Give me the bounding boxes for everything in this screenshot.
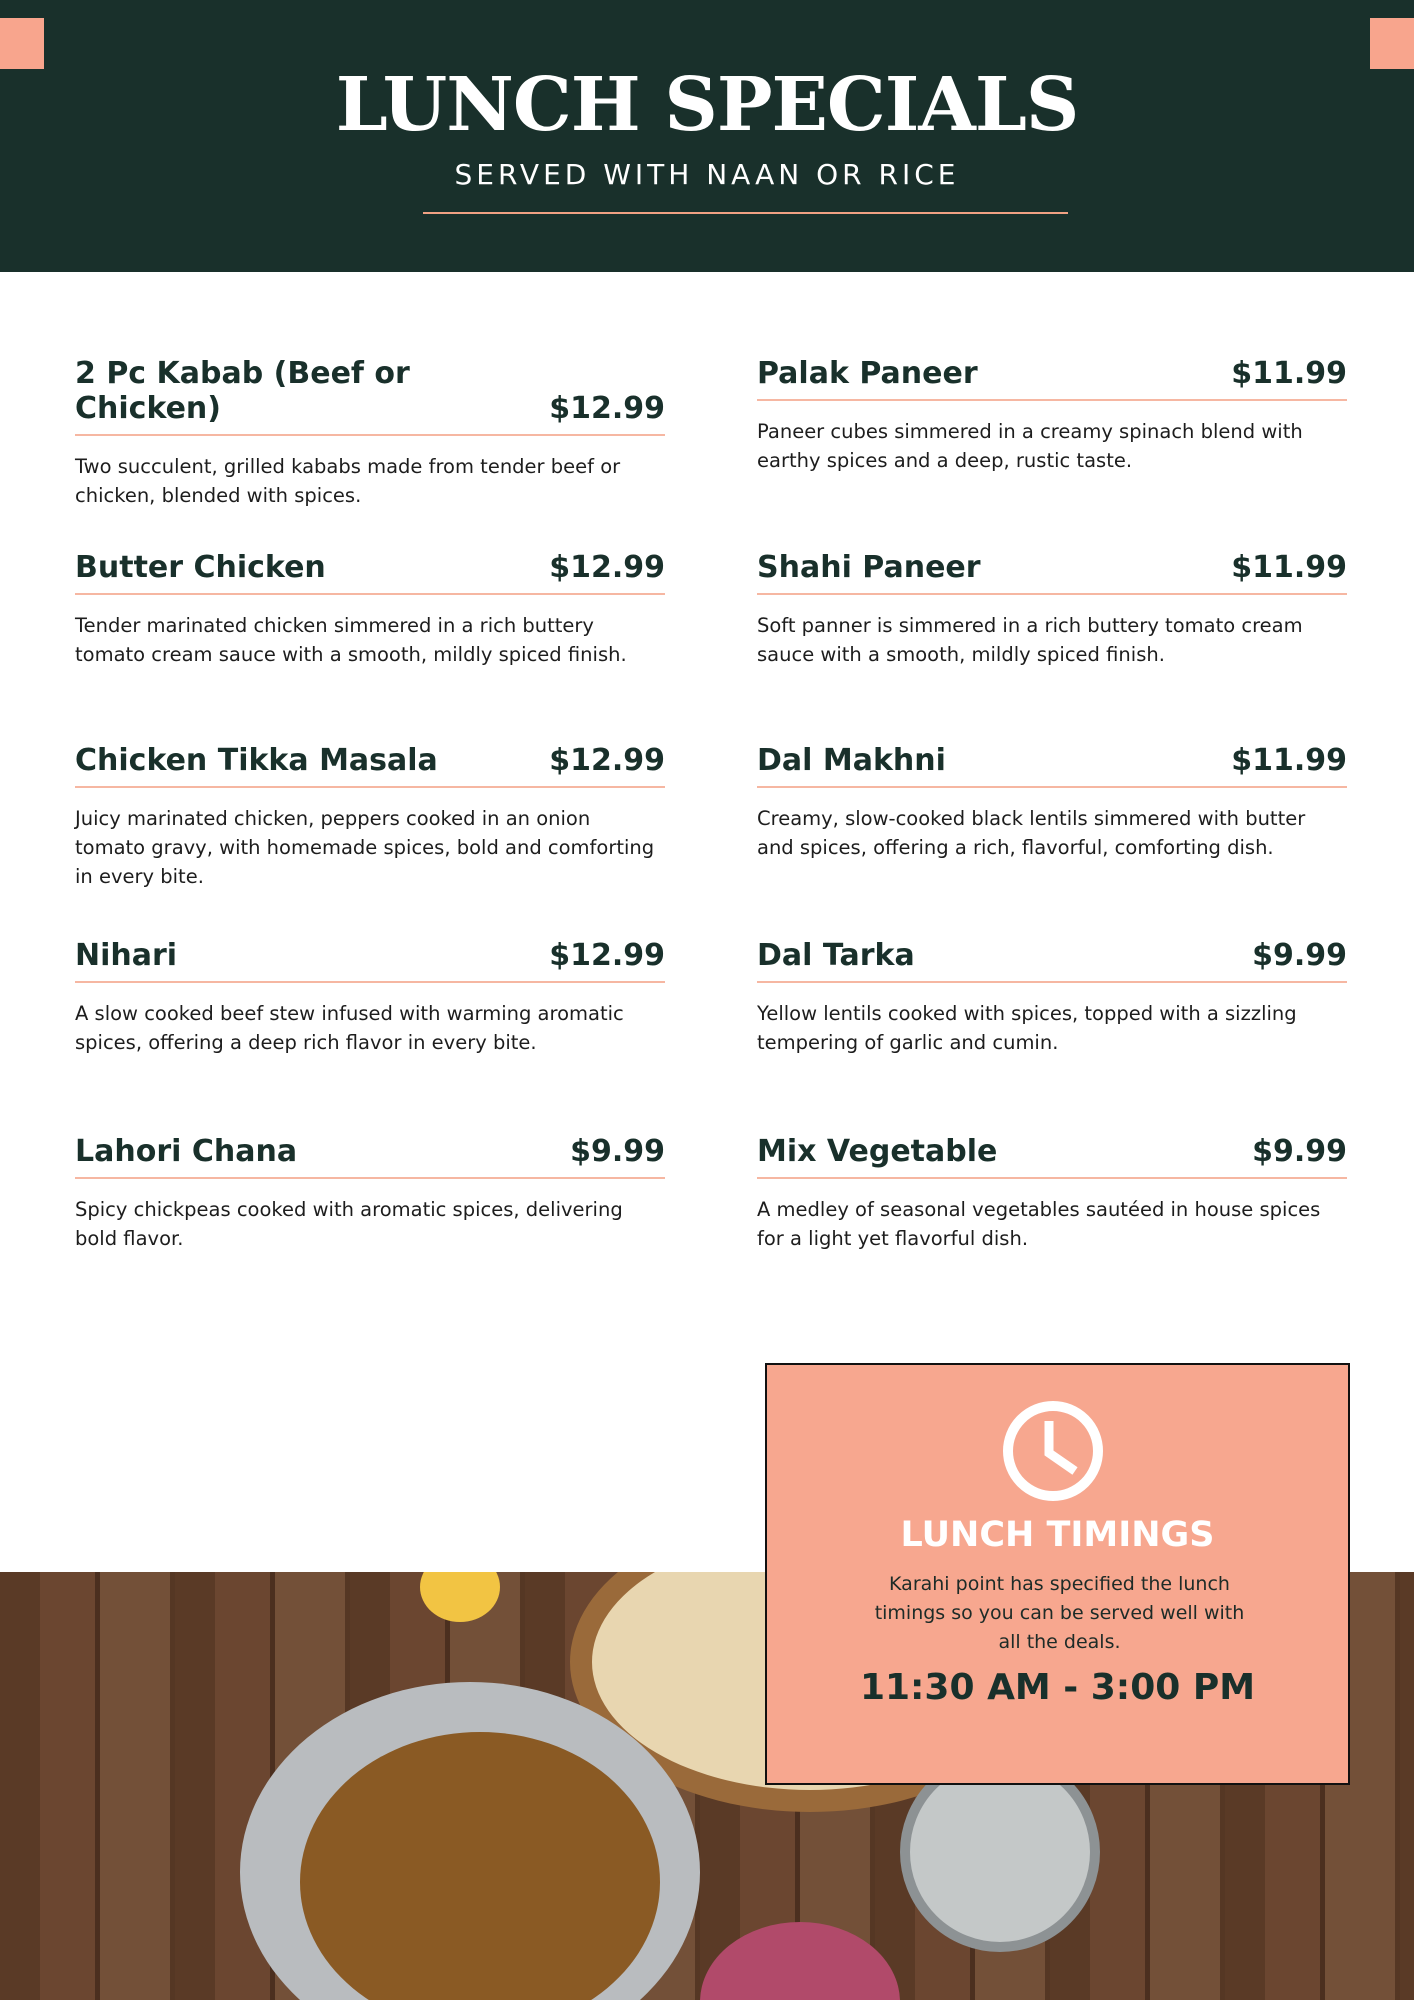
menu-item-header bbox=[75, 1134, 665, 1179]
menu-item-header bbox=[75, 356, 665, 436]
item-price: $12.99 bbox=[549, 938, 665, 973]
menu-item-header bbox=[75, 938, 665, 983]
menu-item-header bbox=[757, 1134, 1347, 1179]
lemon-slice bbox=[420, 1572, 500, 1622]
clock-icon bbox=[1001, 1399, 1105, 1503]
menu-item bbox=[75, 1134, 665, 1253]
menu-item bbox=[757, 550, 1347, 669]
menu-item-header bbox=[75, 550, 665, 595]
item-name: Dal Makhni bbox=[757, 743, 946, 778]
onion-bowl bbox=[700, 1922, 900, 2000]
header bbox=[0, 0, 1414, 272]
item-name: Butter Chicken bbox=[75, 550, 326, 585]
menu-item bbox=[757, 356, 1347, 475]
menu-item-header bbox=[75, 743, 665, 788]
item-name: Nihari bbox=[75, 938, 178, 973]
menu-item-header bbox=[757, 356, 1347, 401]
page-subtitle: SERVED WITH NAAN OR RICE bbox=[454, 158, 960, 191]
timings-title: LUNCH TIMINGS bbox=[900, 1515, 1215, 1555]
item-description: Paneer cubes simmered in a creamy spinach blend with earthy spices and a deep, rustic taste. bbox=[757, 420, 1303, 472]
item-price: $11.99 bbox=[1231, 743, 1347, 778]
menu-item-header bbox=[757, 938, 1347, 983]
menu-item bbox=[757, 1134, 1347, 1253]
item-description: A medley of seasonal vegetables sautéed in house spices for a light yet flavorful dish. bbox=[757, 1198, 1321, 1250]
item-description: Juicy marinated chicken, peppers cooked in an onion tomato gravy, with homemade spices, bold and comforting in every bite. bbox=[75, 807, 655, 888]
item-description: Soft panner is simmered in a rich buttery tomato cream sauce with a smooth, mildly spiced finish. bbox=[757, 614, 1303, 666]
item-name: Dal Tarka bbox=[757, 938, 915, 973]
lunch-timings-card bbox=[765, 1363, 1350, 1785]
item-price: $12.99 bbox=[549, 391, 665, 426]
item-name: 2 Pc Kabab (Beef or Chicken) bbox=[75, 356, 410, 426]
item-description: A slow cooked beef stew infused with warming aromatic spices, offering a deep rich flavor in every bite. bbox=[75, 1002, 624, 1054]
item-description: Two succulent, grilled kababs made from tender beef or chicken, blended with spices. bbox=[75, 455, 621, 507]
divider bbox=[423, 212, 1068, 214]
timings-description: Karahi point has specified the lunch timings so you can be served well with all the deals. bbox=[874, 1573, 1245, 1653]
menu-item bbox=[757, 743, 1347, 862]
item-name: Lahori Chana bbox=[75, 1134, 298, 1169]
item-price: $12.99 bbox=[549, 550, 665, 585]
item-description: Yellow lentils cooked with spices, topped with a sizzling tempering of garlic and cumin. bbox=[757, 1002, 1297, 1054]
item-price: $11.99 bbox=[1231, 550, 1347, 585]
item-name: Chicken Tikka Masala bbox=[75, 743, 438, 778]
page-title: LUNCH SPECIALS bbox=[335, 62, 1079, 148]
menu-item bbox=[75, 356, 665, 510]
menu-item-header bbox=[757, 743, 1347, 788]
item-price: $11.99 bbox=[1231, 356, 1347, 391]
item-description: Tender marinated chicken simmered in a rich buttery tomato cream sauce with a smooth, mildly spiced finish. bbox=[75, 614, 627, 666]
item-price: $9.99 bbox=[570, 1134, 665, 1169]
item-description: Creamy, slow-cooked black lentils simmered with butter and spices, offering a rich, flavorful, comforting dish. bbox=[757, 807, 1306, 859]
item-description: Spicy chickpeas cooked with aromatic spices, delivering bold flavor. bbox=[75, 1198, 623, 1250]
menu-item bbox=[75, 743, 665, 891]
item-name: Shahi Paneer bbox=[757, 550, 981, 585]
menu-item bbox=[757, 938, 1347, 1057]
item-name: Mix Vegetable bbox=[757, 1134, 998, 1169]
item-price: $9.99 bbox=[1252, 1134, 1347, 1169]
timings-hours: 11:30 AM - 3:00 PM bbox=[859, 1667, 1256, 1708]
item-price: $12.99 bbox=[549, 743, 665, 778]
menu-item bbox=[75, 938, 665, 1057]
item-price: $9.99 bbox=[1252, 938, 1347, 973]
menu-item bbox=[75, 550, 665, 669]
item-name: Palak Paneer bbox=[757, 356, 978, 391]
menu-item-header bbox=[757, 550, 1347, 595]
